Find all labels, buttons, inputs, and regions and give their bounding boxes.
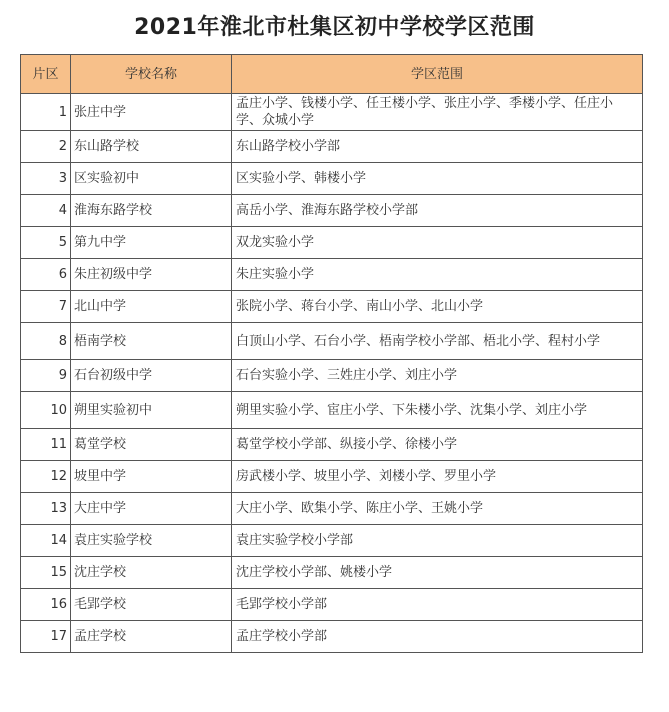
district-cell (232, 589, 643, 621)
school-cell: 东山路学校 (71, 131, 232, 163)
school-cell: 淮海东路学校 (71, 195, 232, 227)
school-cell: 沈庄学校 (71, 557, 232, 589)
district-cell (232, 621, 643, 653)
district-cell (232, 461, 643, 493)
table-row (21, 131, 643, 163)
school-cell: 第九中学 (71, 227, 232, 259)
district-cell (232, 429, 643, 461)
district-cell (232, 291, 643, 323)
table-row (21, 227, 643, 259)
district-text: 石台实验小学、三姓庄小学、刘庄小学 (236, 368, 458, 383)
district-text: 朱庄实验小学 (236, 267, 315, 282)
table-row (21, 323, 643, 360)
district-text: 孟庄学校小学部 (236, 629, 328, 644)
school-cell: 朱庄初级中学 (71, 259, 232, 291)
school-district-table (20, 54, 643, 653)
district-text: 房武楼小学、坡里小学、刘楼小学、罗里小学 (236, 469, 497, 484)
district-cell (232, 360, 643, 392)
zone-cell: 12 (21, 461, 71, 493)
district-cell (232, 392, 643, 429)
header-school: 学校名称 (71, 55, 232, 94)
zone-cell: 4 (21, 195, 71, 227)
district-text: 白顶山小学、石台小学、梧南学校小学部、梧北小学、程村小学 (236, 333, 601, 349)
district-text: 袁庄实验学校小学部 (236, 533, 354, 548)
school-cell: 北山中学 (71, 291, 232, 323)
school-cell: 石台初级中学 (71, 360, 232, 392)
school-cell: 毛郢学校 (71, 589, 232, 621)
table-body (21, 94, 643, 653)
district-cell (232, 259, 643, 291)
table-row (21, 589, 643, 621)
district-cell (232, 323, 643, 360)
table-row (21, 429, 643, 461)
district-cell (232, 94, 643, 131)
school-cell: 张庄中学 (71, 94, 232, 131)
table-row (21, 461, 643, 493)
district-text: 朔里实验小学、宦庄小学、下朱楼小学、沈集小学、刘庄小学 (236, 402, 588, 418)
zone-cell: 8 (21, 323, 71, 360)
table-row (21, 525, 643, 557)
table-row (21, 259, 643, 291)
zone-cell: 2 (21, 131, 71, 163)
zone-cell: 5 (21, 227, 71, 259)
school-cell: 梧南学校 (71, 323, 232, 360)
zone-cell: 7 (21, 291, 71, 323)
district-cell (232, 195, 643, 227)
zone-cell: 6 (21, 259, 71, 291)
zone-cell: 16 (21, 589, 71, 621)
school-cell: 区实验初中 (71, 163, 232, 195)
zone-cell: 9 (21, 360, 71, 392)
zone-cell: 14 (21, 525, 71, 557)
district-text: 东山路学校小学部 (236, 139, 341, 154)
table-row (21, 163, 643, 195)
school-cell: 葛堂学校 (71, 429, 232, 461)
district-cell (232, 557, 643, 589)
table-row (21, 557, 643, 589)
district-text: 张院小学、蒋台小学、南山小学、北山小学 (236, 299, 484, 314)
header-zone: 片区 (21, 55, 71, 94)
school-cell: 大庄中学 (71, 493, 232, 525)
zone-cell: 10 (21, 392, 71, 429)
district-text: 大庄小学、欧集小学、陈庄小学、王姚小学 (236, 501, 484, 516)
table-row (21, 291, 643, 323)
zone-cell: 1 (21, 94, 71, 131)
school-cell: 袁庄实验学校 (71, 525, 232, 557)
table-row (21, 392, 643, 429)
district-cell (232, 493, 643, 525)
district-text: 高岳小学、淮海东路学校小学部 (236, 203, 419, 218)
district-text: 区实验小学、韩楼小学 (236, 171, 367, 186)
district-cell (232, 227, 643, 259)
district-text: 葛堂学校小学部、纵接小学、徐楼小学 (236, 437, 458, 452)
district-text: 双龙实验小学 (236, 235, 315, 250)
district-cell (232, 525, 643, 557)
table-row (21, 493, 643, 525)
table-header-row (21, 55, 643, 94)
school-cell: 孟庄学校 (71, 621, 232, 653)
district-cell (232, 163, 643, 195)
district-text: 孟庄小学、钱楼小学、任王楼小学、张庄小学、季楼小学、任庄小学、众城小学 (236, 96, 614, 128)
zone-cell: 13 (21, 493, 71, 525)
zone-cell: 11 (21, 429, 71, 461)
school-cell: 朔里实验初中 (71, 392, 232, 429)
header-district: 学区范围 (232, 55, 643, 94)
page-title: 2021年淮北市杜集区初中学校学区范围 (134, 15, 535, 40)
district-cell (232, 131, 643, 163)
zone-cell: 3 (21, 163, 71, 195)
table-row (21, 621, 643, 653)
zone-cell: 17 (21, 621, 71, 653)
district-text: 毛郢学校小学部 (236, 597, 328, 612)
school-cell: 坡里中学 (71, 461, 232, 493)
zone-cell: 15 (21, 557, 71, 589)
table-row (21, 94, 643, 131)
district-text: 沈庄学校小学部、姚楼小学 (236, 565, 393, 580)
table-row (21, 360, 643, 392)
table-row (21, 195, 643, 227)
